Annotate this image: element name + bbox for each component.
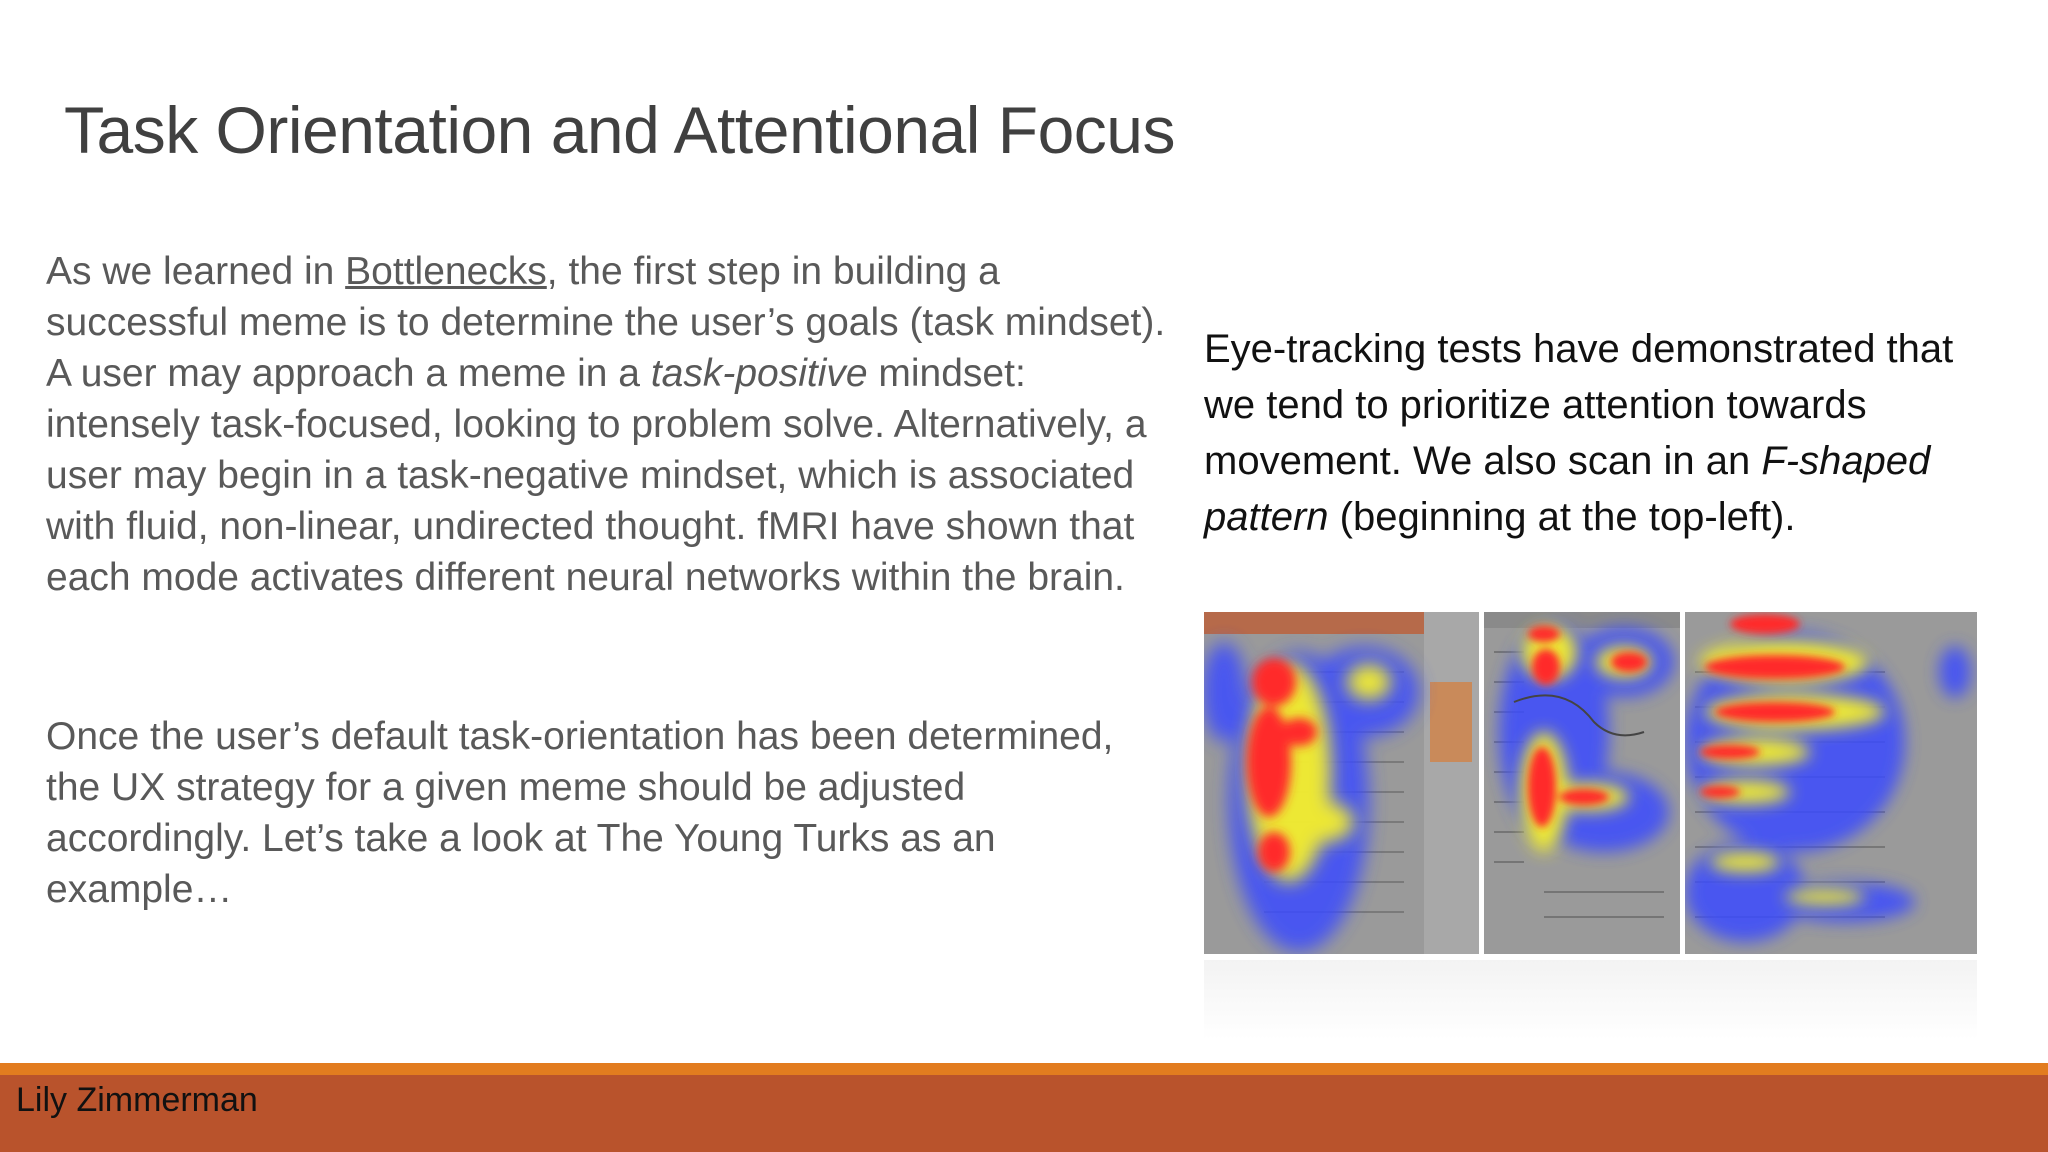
paragraph-task-mindset: [46, 246, 1166, 603]
paragraph-text: mindset: intensely task-focused, looking to problem solve. Alternatively, a user may begin in a task-negative mindset, which is associated with fluid, non-linear, undirected thought. fMRI have shown that each mode activates different neural networks within the brain.: [46, 352, 1147, 599]
footer-bar: [0, 1075, 2048, 1152]
slide-title: Task Orientation and Attentional Focus: [64, 93, 1175, 167]
paragraph-text: As we learned in: [46, 250, 346, 293]
bottlenecks-link[interactable]: Bottlenecks: [345, 250, 547, 293]
footer-accent-stripe: [0, 1063, 2048, 1075]
left-text-column: [46, 246, 1166, 915]
paragraph-text: (beginning at the top-left).: [1328, 495, 1796, 539]
eye-tracking-text: [1204, 321, 1994, 545]
image-reflection: [1204, 960, 1977, 1040]
emphasis-task-positive: task-positive: [650, 352, 868, 395]
heatmap-panel-3: [1685, 612, 1977, 954]
heatmap-panel-2: [1484, 612, 1680, 954]
paragraph-ux-strategy: Once the user’s default task-orientation has been determined, the UX strategy for a given meme should be adjusted accordingly. Let’s take a look at The Young Turks as an example…: [46, 715, 1114, 911]
eye-tracking-heatmap-images: [1204, 612, 1977, 954]
footer-author: Lily Zimmerman: [16, 1081, 258, 1119]
heatmap-panel-1: [1204, 612, 1479, 954]
paragraph-text: Eye-tracking tests have demonstrated that we tend to prioritize attention towards movement. We also scan in an: [1204, 327, 1954, 483]
paragraph-text: , the first step in building a successful meme is to determine the user’s goals (task mindset). A user may approach a meme in a: [46, 250, 1166, 395]
emphasis-f-shaped-pattern: F-shaped pattern: [1204, 439, 1931, 539]
